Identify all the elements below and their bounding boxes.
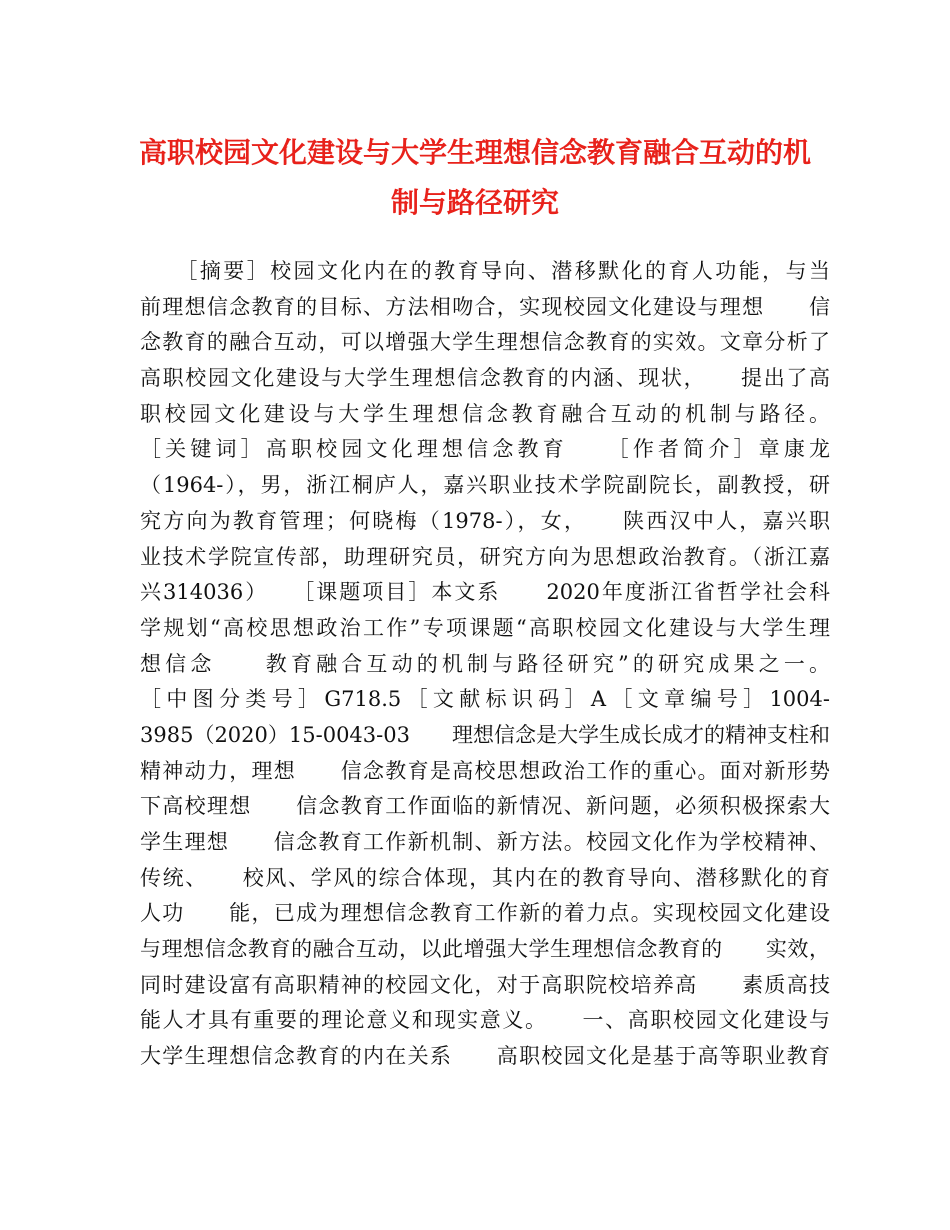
document-body <box>140 254 830 1075</box>
title-line: 制与路径研究 <box>390 186 559 219</box>
body-line: 传统、 校风、学风的综合体现，其内在的教育导向、潜移默化的育 <box>140 865 830 890</box>
document-title <box>130 128 820 228</box>
body-line: 高职校园文化建设与大学生理想信念教育的内涵、现状， 提出了高 <box>140 366 830 391</box>
body-line: 职校园文化建设与大学生理想信念教育融合互动的机制与路径。 <box>140 401 830 426</box>
title-line: 高职校园文化建设与大学生理想信念教育融合互动的机 <box>138 136 811 169</box>
body-line: ［中图分类号］G718.5［文献标识码］A［文章编号］1004- <box>140 687 830 712</box>
body-line: 兴314036） ［课题项目］本文系 2020年度浙江省哲学社会科 <box>140 580 830 605</box>
body-line: 3985（2020）15-0043-03 理想信念是大学生成长成才的精神支柱和 <box>140 722 830 747</box>
body-line: ［摘要］校园文化内在的教育导向、潜移默化的育人功能，与当 <box>140 259 830 283</box>
body-line: 与理想信念教育的融合互动，以此增强大学生理想信念教育的 实效， <box>140 937 830 962</box>
body-line: 究方向为教育管理；何晓梅（1978-），女， 陕西汉中人，嘉兴职 <box>140 508 830 533</box>
body-line: 念教育的融合互动，可以增强大学生理想信念教育的实效。文章分析了 <box>140 330 830 355</box>
body-line: 学规划“高校思想政治工作”专项课题“高职校园文化建设与大学生理 <box>140 615 830 640</box>
body-line: 学生理想 信念教育工作新机制、新方法。校园文化作为学校精神、 <box>140 830 830 854</box>
body-line: 想信念 教育融合互动的机制与路径研究”的研究成果之一。 <box>140 651 830 676</box>
body-line: 前理想信念教育的目标、方法相吻合，实现校园文化建设与理想 信 <box>140 294 830 319</box>
body-line: 精神动力，理想 信念教育是高校思想政治工作的重心。面对新形势 <box>140 758 830 783</box>
body-line: 人功 能，已成为理想信念教育工作新的着力点。实现校园文化建设 <box>140 901 830 926</box>
body-line: 大学生理想信念教育的内在关系 高职校园文化是基于高等职业教育 <box>140 1044 830 1069</box>
body-line: 业技术学院宣传部，助理研究员，研究方向为思想政治教育。（浙江嘉 <box>140 544 830 569</box>
body-line: 能人才具有重要的理论意义和现实意义。 一、高职校园文化建设与 <box>140 1008 830 1033</box>
body-line: ［关键词］高职校园文化理想信念教育 ［作者简介］章康龙 <box>140 437 830 462</box>
body-line: 同时建设富有高职精神的校园文化，对于高职院校培养高 素质高技 <box>140 972 830 997</box>
body-line: （1964-），男，浙江桐庐人，嘉兴职业技术学院副院长，副教授，研 <box>140 473 830 498</box>
body-line: 下高校理想 信念教育工作面临的新情况、新问题，必须积极探索大 <box>140 794 830 819</box>
